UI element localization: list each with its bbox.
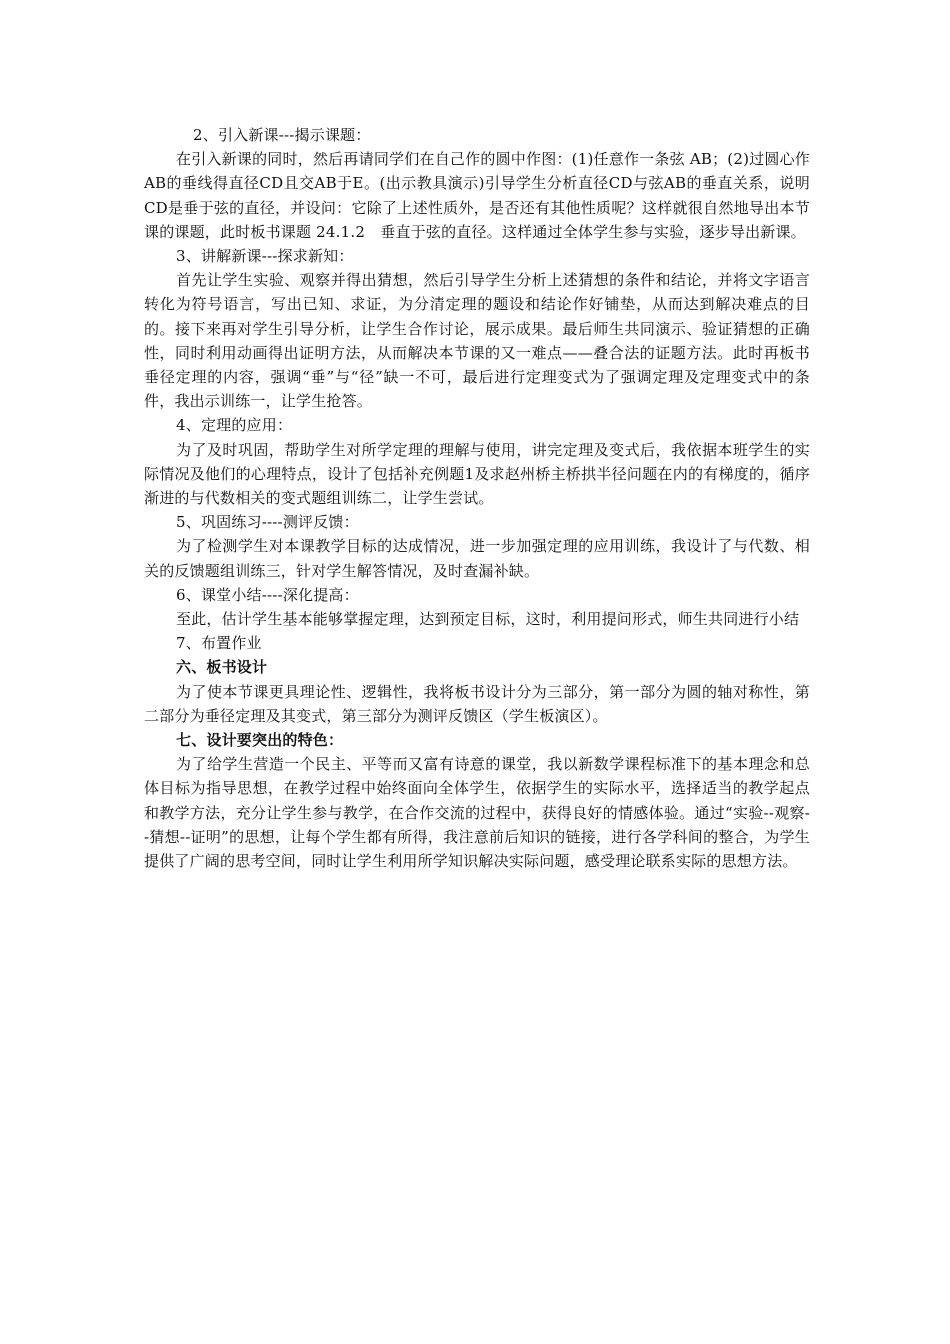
section-3-body: 首先让学生实验、观察并得出猜想，然后引导学生分析上述猜想的条件和结论，并将文字语言转化为符号语言，写出已知、求证，为分清定理的题设和结论作好铺垫，从而达到解决难点的目的。接下来再对学生引导分析，让学生合作讨论，展示成果。最后师生共同演示、验证猜想的正确性，同时利用动画得出证明方法，从而解决本节课的又一难点——叠合法的证题方法。此时再板书垂径定理的内容，强调“垂”与“径”缺一不可，最后进行定理变式为了强调定理及定理变式中的条件，我出示训练一，让学生抢答。 [144, 271, 810, 411]
section-4-title: 4、定理的应用： [176, 416, 293, 435]
section-2-body: 在引入新课的同时，然后再请同学们在自己作的圆中作图：(1)任意作一条弦 AB；(2)过圆心作AB的垂线得直径CD且交AB于E。(出示教具演示)引导学生分析直径CD与弦AB的垂直关系，说明CD是垂于弦的直径，并设问：它除了上述性质外，是否还有其他性质呢？这样就很自然地导出本节课的课题，此时板书课题 24.1.2 垂直于弦的直径。这样通过全体学生参与实验，逐步导出新课。 [144, 150, 810, 241]
section-7-title: 7、布置作业 [176, 634, 262, 653]
section-5-title: 5、巩固练习----测评反馈： [176, 513, 359, 532]
document-body [144, 123, 810, 873]
heading-design-features: 七、设计要突出的特色： [176, 731, 344, 750]
heading-board-design: 六、板书设计 [176, 658, 268, 677]
section-4-body: 为了及时巩固，帮助学生对所学定理的理解与使用，讲完定理及变式后，我依据本班学生的实际情况及他们的心理特点，设计了包括补充例题1及求赵州桥主桥拱半径问题在内的有梯度的，循序渐进的与代数相关的变式题组训练二，让学生尝试。 [144, 440, 810, 508]
board-design-body: 为了使本节课更具理论性、逻辑性，我将板书设计分为三部分，第一部分为圆的轴对称性，第二部分为垂径定理及其变式，第三部分为测评反馈区（学生板演区）。 [144, 682, 810, 725]
design-features-body: 为了给学生营造一个民主、平等而又富有诗意的课堂，我以新数学课程标准下的基本理念和总体目标为指导思想，在教学过程中始终面向全体学生，依据学生的实际水平，选择适当的教学起点和教学方法，充分让学生参与教学，在合作交流的过程中，获得良好的情感体验。通过“实验--观察--猜想--证明”的思想，让每个学生都有所得，我注意前后知识的链接，进行各学科间的整合，为学生提供了广阔的思考空间，同时让学生利用所学知识解决实际问题，感受理论联系实际的思想方法。 [144, 755, 810, 871]
section-5-body: 为了检测学生对本课教学目标的达成情况，进一步加强定理的应用训练，我设计了与代数、相关的反馈题组训练三，针对学生解答情况，及时查漏补缺。 [144, 537, 810, 580]
section-6-title: 6、课堂小结----深化提高： [176, 585, 359, 604]
section-6-body: 至此，估计学生基本能够掌握定理，达到预定目标，这时，利用提问形式，师生共同进行小结 [176, 610, 800, 629]
section-3-title: 3、讲解新课---探求新知： [176, 247, 354, 266]
section-2-title: 2、引入新课---揭示课题： [193, 126, 371, 144]
